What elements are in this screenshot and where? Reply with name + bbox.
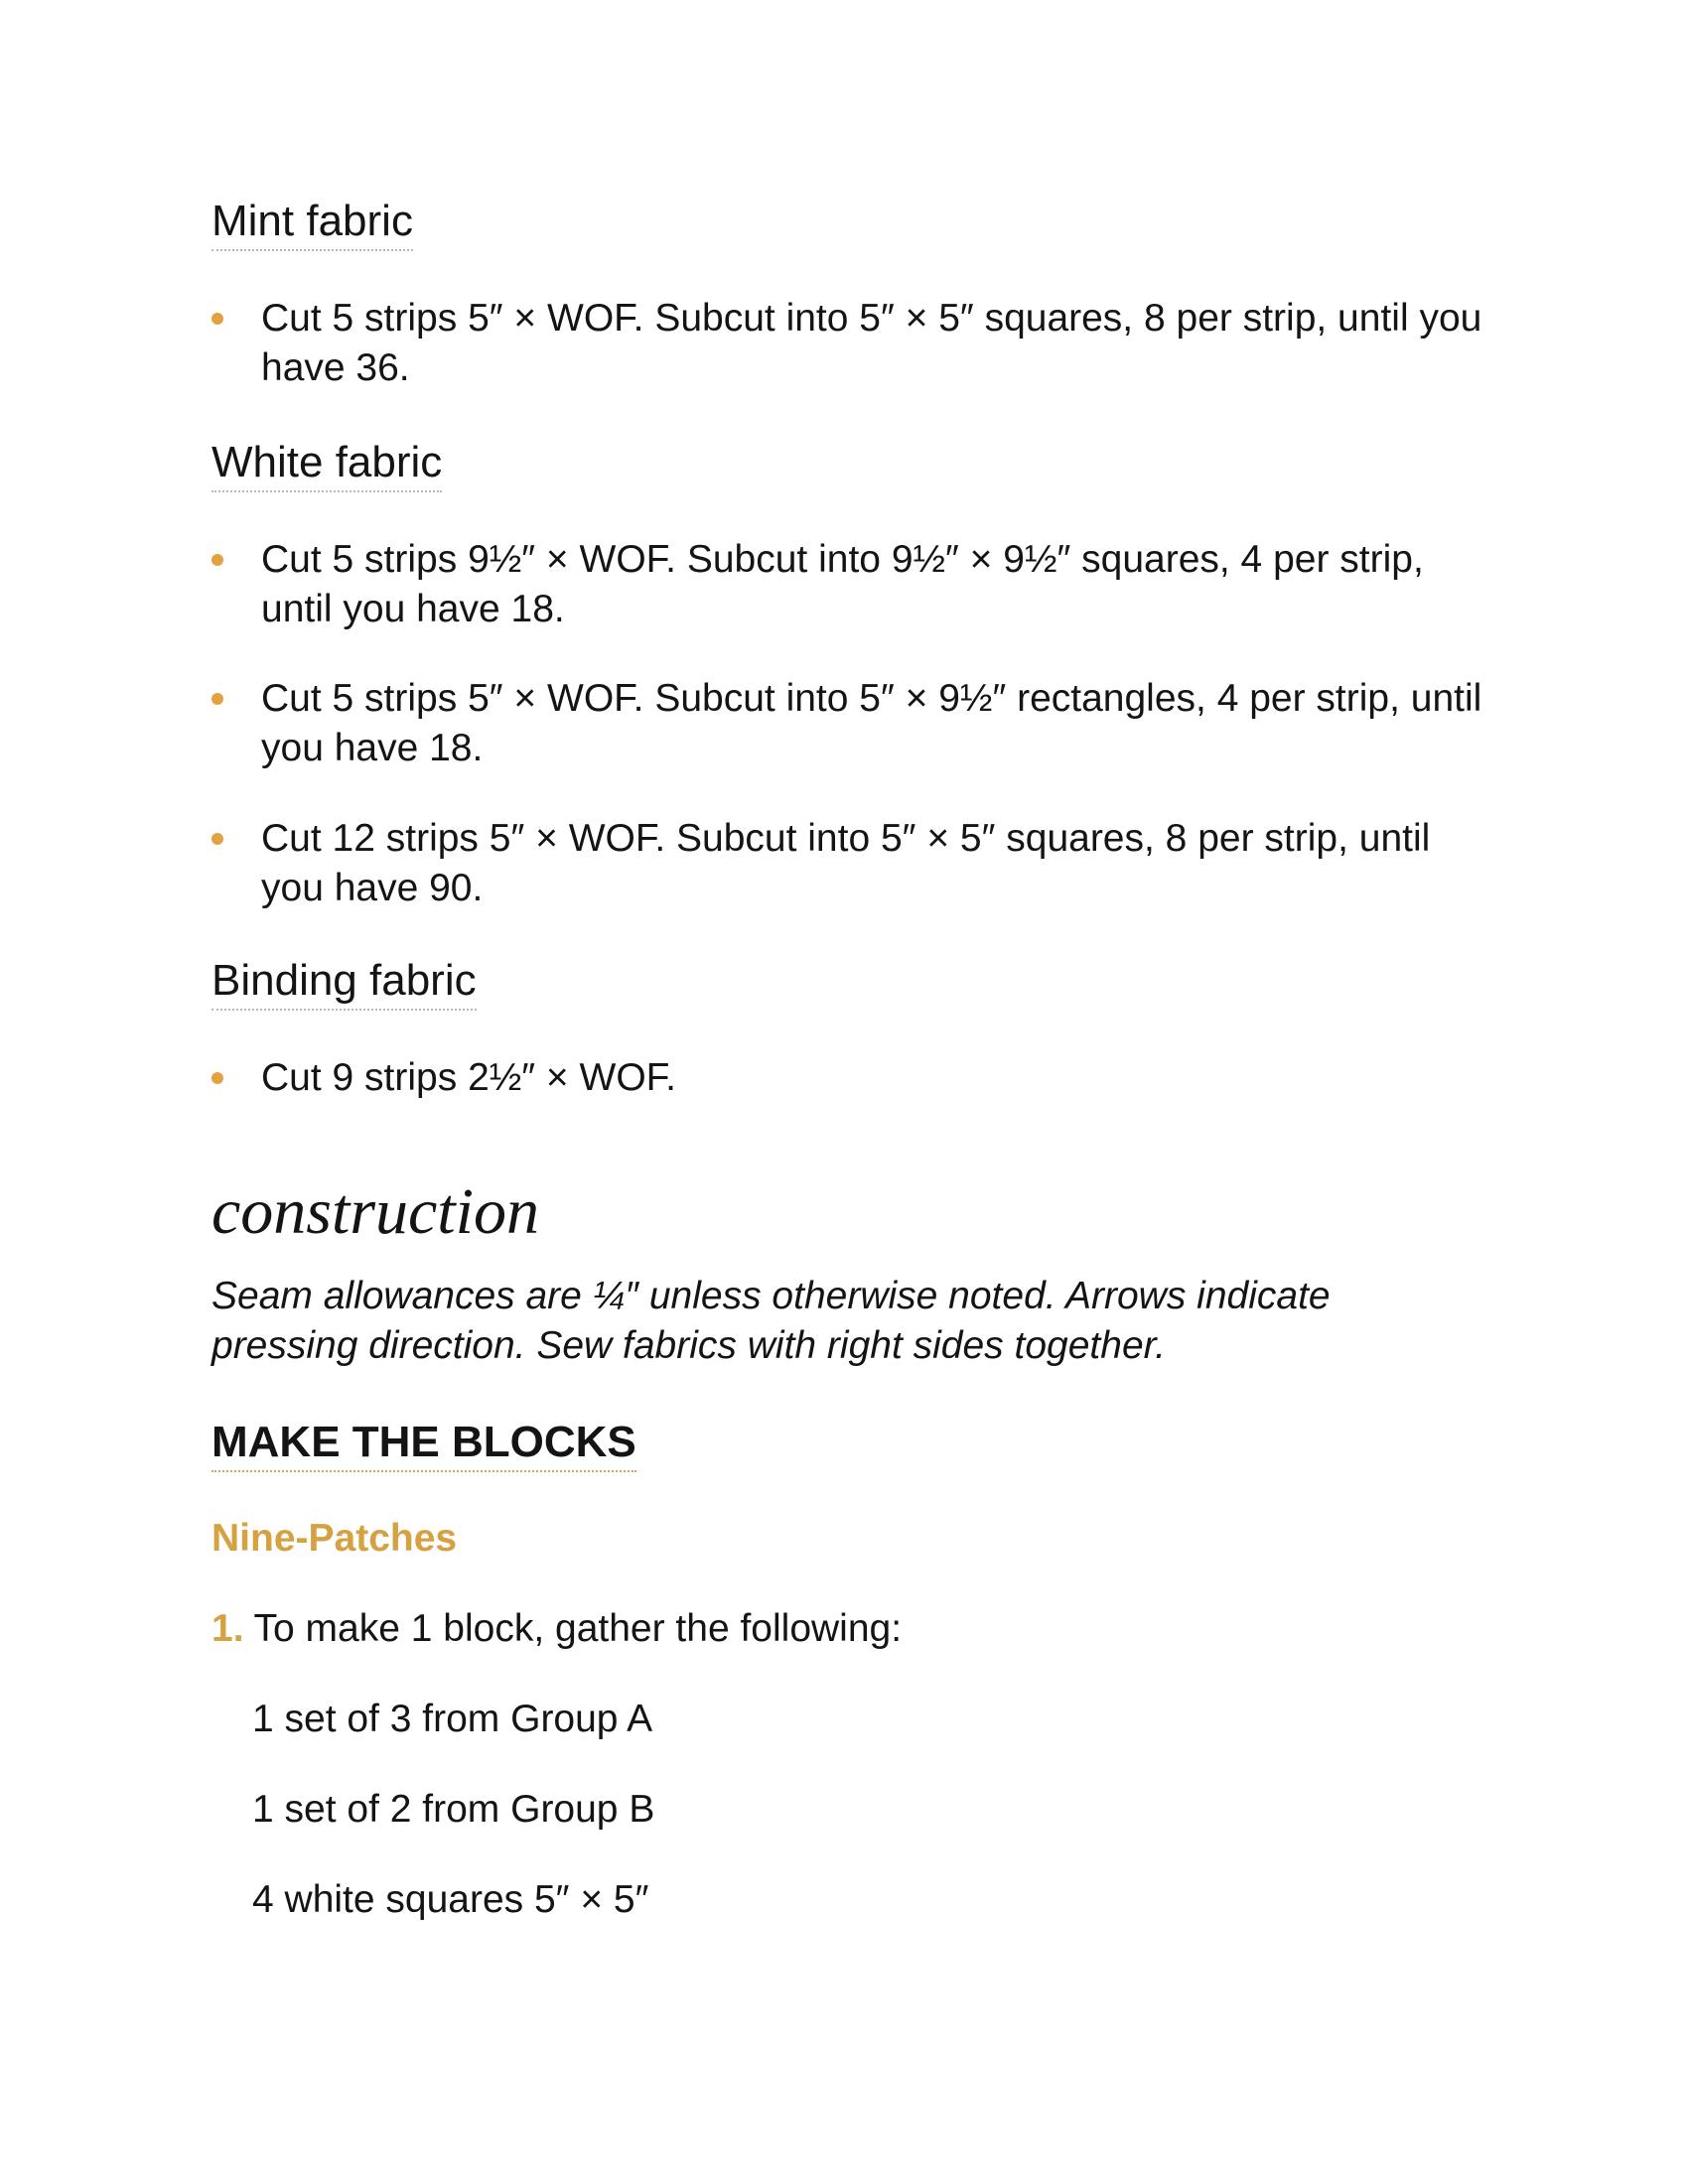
construction-intro: Seam allowances are ¼″ unless otherwise noted. Arrows indicate pressing direction. Sew fabrics with right sides together.: [211, 1275, 1331, 1367]
section-title: construction: [211, 1175, 539, 1248]
binding-cut-item-1: [211, 1053, 1502, 1103]
white-cut-item-3: [211, 814, 1502, 913]
nine-patches-heading: Nine-Patches: [211, 1517, 458, 1560]
bullet-text: Cut 9 strips 2½″ × WOF.: [261, 1056, 677, 1099]
bullet-text: Cut 5 strips 9½″ × WOF. Subcut into 9½″ × 9½″ squares, 4 per strip, until you have 18.: [261, 538, 1424, 630]
mint-fabric-heading: Mint fabric: [211, 196, 413, 251]
bullet-icon: [211, 313, 223, 325]
bullet-icon: [211, 554, 223, 566]
bullet-icon: [211, 833, 223, 845]
step-1: [211, 1604, 902, 1654]
bullet-icon: [211, 1072, 223, 1084]
bullet-text: Cut 12 strips 5″ × WOF. Subcut into 5″ × 5″ squares, 8 per strip, until you have 90.: [261, 817, 1431, 909]
bullet-text: Cut 5 strips 5″ × WOF. Subcut into 5″ × 9½″ rectangles, 4 per strip, until you have 18.: [261, 677, 1482, 769]
bullet-text: Cut 5 strips 5″ × WOF. Subcut into 5″ × 5″ squares, 8 per strip, until you have 36.: [261, 297, 1482, 389]
binding-fabric-heading: Binding fabric: [211, 955, 477, 1011]
bullet-icon: [211, 693, 223, 705]
step-1-item-3: 4 white squares 5″ × 5″: [252, 1878, 649, 1921]
make-blocks-heading: MAKE THE BLOCKS: [211, 1417, 636, 1472]
step-1-item-2: 1 set of 2 from Group B: [252, 1788, 655, 1831]
white-cut-item-1: [211, 535, 1502, 634]
white-fabric-heading: White fabric: [211, 437, 442, 492]
mint-cut-item-1: [211, 294, 1502, 393]
step-1-item-1: 1 set of 3 from Group A: [252, 1698, 653, 1740]
step-number: 1.: [211, 1607, 244, 1650]
step-text: To make 1 block, gather the following:: [253, 1607, 903, 1650]
white-cut-item-2: [211, 674, 1502, 773]
